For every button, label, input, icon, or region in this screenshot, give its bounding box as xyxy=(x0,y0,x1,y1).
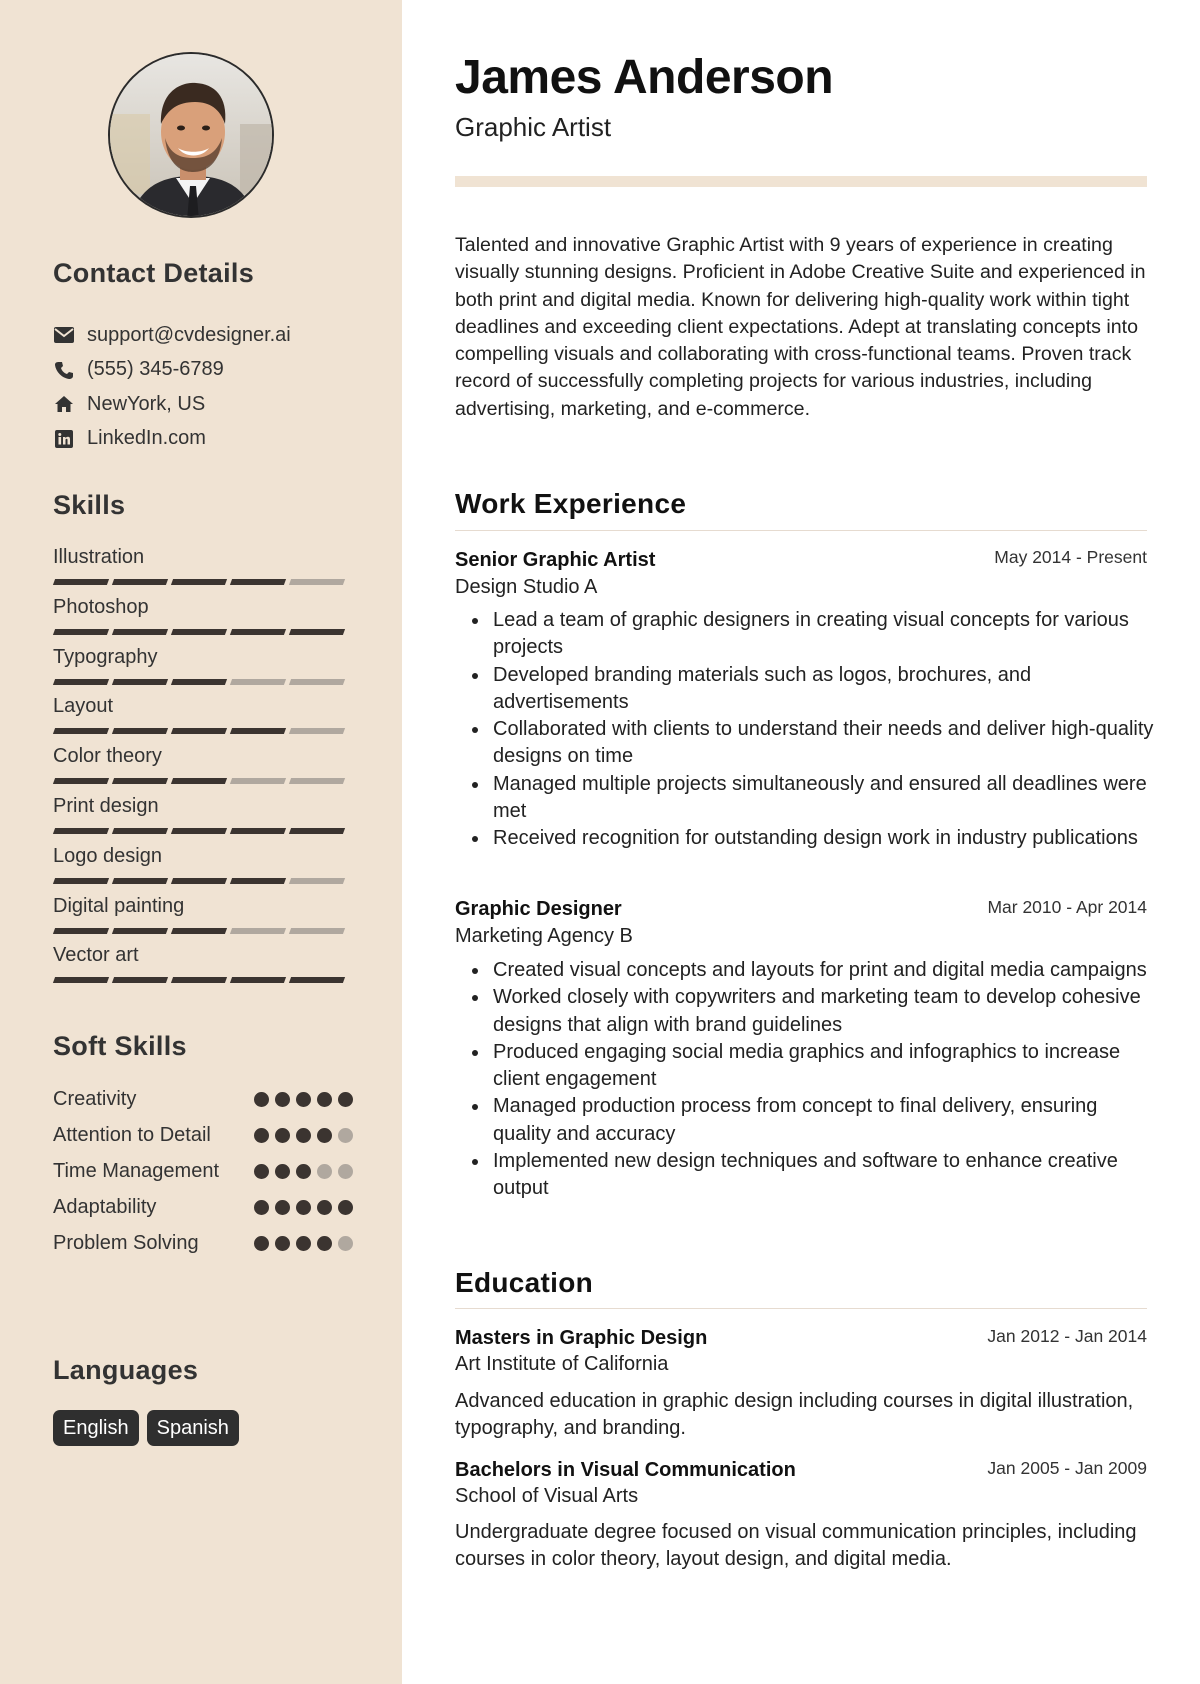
skill-level-segment xyxy=(230,977,286,983)
bullet-item: Created visual concepts and layouts for print and digital media campaigns xyxy=(455,957,1155,984)
skill-level-segment xyxy=(230,679,286,685)
soft-skill-rating xyxy=(254,1230,353,1251)
languages-list xyxy=(53,1410,239,1446)
contact-email[interactable] xyxy=(53,318,373,353)
rating-dot xyxy=(317,1128,332,1143)
job-bullets xyxy=(455,957,1155,1203)
rating-dot xyxy=(254,1236,269,1251)
rating-dot xyxy=(338,1164,353,1179)
skill-level-bar xyxy=(54,579,344,585)
skill-item xyxy=(53,592,353,642)
skill-item xyxy=(53,791,353,841)
language-badge: Spanish xyxy=(147,1410,239,1446)
rating-dot xyxy=(338,1092,353,1107)
edu-description: Advanced education in graphic design including courses in digital illustration, typography, and branding. xyxy=(455,1390,1134,1440)
skill-level-segment xyxy=(53,828,109,834)
soft-skill-rating xyxy=(254,1086,353,1107)
bullet-item: Produced engaging social media graphics and infographics to increase client engagement xyxy=(455,1039,1155,1094)
main-content xyxy=(402,0,1200,1684)
skill-name: Digital painting xyxy=(53,894,185,917)
skill-level-bar xyxy=(54,928,344,934)
soft-skill-item xyxy=(53,1194,353,1221)
skill-level-segment xyxy=(171,977,227,983)
skill-level-bar xyxy=(54,629,344,635)
skill-level-segment xyxy=(230,928,286,934)
skill-level-segment xyxy=(53,579,109,585)
skill-level-bar xyxy=(54,778,344,784)
job-title: Graphic Designer xyxy=(455,898,622,920)
skill-level-segment xyxy=(230,878,286,884)
contact-phone-text: (555) 345-6789 xyxy=(87,358,224,381)
education-heading: Education xyxy=(455,1267,594,1298)
home-icon xyxy=(53,393,75,415)
summary: Talented and innovative Graphic Artist with 9 years of experience in creating visually stunning designs. Proficient in Adobe Creative Suite and experienced in both print and digital media. Known for delivering high-quality work within tight deadlines and exceeding client expectations. Adept at translating concepts into compelling visuals and collaborating with cross-functional teams. Proven track record of successfully completing projects for various industries, including advertising, marketing, and e-commerce. xyxy=(455,234,1146,420)
contact-location xyxy=(53,387,373,422)
skill-name: Print design xyxy=(53,794,159,817)
skill-level-segment xyxy=(171,878,227,884)
skill-level-segment xyxy=(112,629,168,635)
skill-level-bar xyxy=(54,828,344,834)
skill-level-segment xyxy=(171,579,227,585)
rating-dot xyxy=(275,1200,290,1215)
rating-dot xyxy=(275,1092,290,1107)
soft-skill-item xyxy=(53,1158,353,1185)
skill-level-segment xyxy=(289,828,345,834)
skill-level-segment xyxy=(171,629,227,635)
rating-dot xyxy=(275,1164,290,1179)
rating-dot xyxy=(338,1200,353,1215)
edu-date: Jan 2005 - Jan 2009 xyxy=(987,1458,1147,1478)
soft-skill-rating xyxy=(254,1158,353,1179)
education-rule xyxy=(455,1308,1147,1309)
rating-dot xyxy=(338,1236,353,1251)
skill-level-bar xyxy=(54,977,344,983)
linkedin-icon xyxy=(53,428,75,450)
contact-heading: Contact Details xyxy=(53,258,255,288)
skill-level-segment xyxy=(53,679,109,685)
skill-level-segment xyxy=(289,728,345,734)
skill-name: Photoshop xyxy=(53,595,149,618)
envelope-icon xyxy=(53,324,75,346)
skill-level-segment xyxy=(53,778,109,784)
skill-level-segment xyxy=(289,928,345,934)
soft-skill-name: Problem Solving xyxy=(53,1232,199,1254)
edu-degree: Masters in Graphic Design xyxy=(455,1327,708,1349)
rating-dot xyxy=(317,1092,332,1107)
soft-skill-item xyxy=(53,1086,353,1113)
bullet-item: Collaborated with clients to understand their needs and deliver high-quality designs on time xyxy=(455,716,1155,771)
skill-item xyxy=(53,741,353,791)
rating-dot xyxy=(254,1164,269,1179)
skill-level-bar xyxy=(54,878,344,884)
work-rule xyxy=(455,530,1147,531)
work-heading: Work Experience xyxy=(455,488,687,519)
rating-dot xyxy=(296,1128,311,1143)
profile-photo xyxy=(110,54,274,218)
skill-level-segment xyxy=(171,728,227,734)
skill-level-segment xyxy=(171,679,227,685)
skill-item xyxy=(53,841,353,891)
skill-name: Vector art xyxy=(53,944,139,967)
skill-item xyxy=(53,940,353,990)
skill-level-segment xyxy=(112,828,168,834)
skill-level-segment xyxy=(230,728,286,734)
bullet-item: Worked closely with copywriters and marketing team to develop cohesive designs that align with brand guidelines xyxy=(455,984,1155,1039)
rating-dot xyxy=(254,1092,269,1107)
rating-dot xyxy=(317,1164,332,1179)
candidate-name: James Anderson xyxy=(455,51,834,104)
skill-name: Logo design xyxy=(53,844,162,867)
edu-degree: Bachelors in Visual Communication xyxy=(455,1459,796,1481)
skill-level-segment xyxy=(230,579,286,585)
language-badge: English xyxy=(53,1410,139,1446)
skill-level-segment xyxy=(171,778,227,784)
skill-level-segment xyxy=(289,679,345,685)
contact-email-text: support@cvdesigner.ai xyxy=(87,323,291,346)
job-title: Senior Graphic Artist xyxy=(455,549,656,571)
rating-dot xyxy=(296,1092,311,1107)
contact-linkedin-text: LinkedIn.com xyxy=(87,427,206,450)
skill-item xyxy=(53,691,353,741)
rating-dot xyxy=(254,1200,269,1215)
rating-dot xyxy=(275,1128,290,1143)
skill-level-bar xyxy=(54,679,344,685)
soft-skill-name: Adaptability xyxy=(53,1196,157,1218)
languages-heading: Languages xyxy=(53,1355,199,1385)
job-date: Mar 2010 - Apr 2014 xyxy=(987,897,1147,917)
skill-level-segment xyxy=(53,977,109,983)
edu-school: School of Visual Arts xyxy=(455,1485,639,1507)
contact-location-text: NewYork, US xyxy=(87,392,206,415)
job-company: Design Studio A xyxy=(455,576,598,598)
header-divider xyxy=(455,176,1147,187)
skill-level-bar xyxy=(54,728,344,734)
skill-name: Illustration xyxy=(53,546,145,568)
skill-level-segment xyxy=(112,928,168,934)
skill-level-segment xyxy=(53,728,109,734)
bullet-item: Implemented new design techniques and software to enhance creative output xyxy=(455,1148,1155,1203)
skill-name: Typography xyxy=(53,645,158,668)
soft-skills-list xyxy=(53,1086,353,1266)
rating-dot xyxy=(296,1236,311,1251)
skill-level-segment xyxy=(230,629,286,635)
skills-heading: Skills xyxy=(53,490,126,520)
job-company: Marketing Agency B xyxy=(455,925,633,947)
skill-level-segment xyxy=(112,977,168,983)
skill-level-segment xyxy=(171,828,227,834)
skill-level-segment xyxy=(112,579,168,585)
skill-level-segment xyxy=(171,928,227,934)
skill-level-segment xyxy=(112,679,168,685)
skill-level-segment xyxy=(53,928,109,934)
skill-item xyxy=(53,642,353,692)
phone-icon xyxy=(53,359,75,381)
bullet-item: Lead a team of graphic designers in creating visual concepts for various projects xyxy=(455,607,1155,662)
rating-dot xyxy=(317,1200,332,1215)
bullet-item: Developed branding materials such as logos, brochures, and advertisements xyxy=(455,662,1155,717)
contact-linkedin[interactable] xyxy=(53,422,373,457)
skill-level-segment xyxy=(230,828,286,834)
rating-dot xyxy=(296,1164,311,1179)
rating-dot xyxy=(275,1236,290,1251)
edu-school: Art Institute of California xyxy=(455,1353,669,1375)
rating-dot xyxy=(317,1236,332,1251)
skill-level-segment xyxy=(53,878,109,884)
soft-skill-rating xyxy=(254,1194,353,1215)
soft-skill-name: Creativity xyxy=(53,1088,137,1110)
skill-level-segment xyxy=(289,977,345,983)
skill-name: Layout xyxy=(53,695,114,718)
sidebar xyxy=(0,0,402,1684)
contact-list xyxy=(53,318,373,456)
edu-description: Undergraduate degree focused on visual communication principles, including courses in color theory, layout design, and digital media. xyxy=(455,1521,1137,1571)
skill-level-segment xyxy=(112,878,168,884)
soft-skill-name: Attention to Detail xyxy=(53,1124,211,1146)
skill-level-segment xyxy=(289,579,345,585)
contact-phone[interactable] xyxy=(53,353,373,388)
skill-level-segment xyxy=(112,778,168,784)
skills-list xyxy=(53,542,353,990)
bullet-item: Managed production process from concept to final delivery, ensuring quality and accuracy xyxy=(455,1093,1155,1148)
skill-level-segment xyxy=(289,629,345,635)
skill-level-segment xyxy=(112,728,168,734)
edu-date: Jan 2012 - Jan 2014 xyxy=(987,1326,1147,1346)
candidate-role: Graphic Artist xyxy=(455,112,612,142)
soft-skill-item xyxy=(53,1230,353,1257)
soft-skill-rating xyxy=(254,1122,353,1143)
avatar xyxy=(108,52,274,218)
skill-item xyxy=(53,891,353,941)
skill-level-segment xyxy=(53,629,109,635)
skill-level-segment xyxy=(289,878,345,884)
bullet-item: Received recognition for outstanding design work in industry publications xyxy=(455,825,1155,852)
rating-dot xyxy=(254,1128,269,1143)
job-date: May 2014 - Present xyxy=(994,547,1147,567)
skill-name: Color theory xyxy=(53,745,162,768)
skill-item xyxy=(53,542,353,592)
job-bullets xyxy=(455,607,1155,853)
soft-skill-name: Time Management xyxy=(53,1160,219,1182)
bullet-item: Managed multiple projects simultaneously and ensured all deadlines were met xyxy=(455,771,1155,826)
rating-dot xyxy=(338,1128,353,1143)
skill-level-segment xyxy=(230,778,286,784)
rating-dot xyxy=(296,1200,311,1215)
soft-skill-item xyxy=(53,1122,353,1149)
soft-skills-heading: Soft Skills xyxy=(53,1031,187,1061)
skill-level-segment xyxy=(289,778,345,784)
